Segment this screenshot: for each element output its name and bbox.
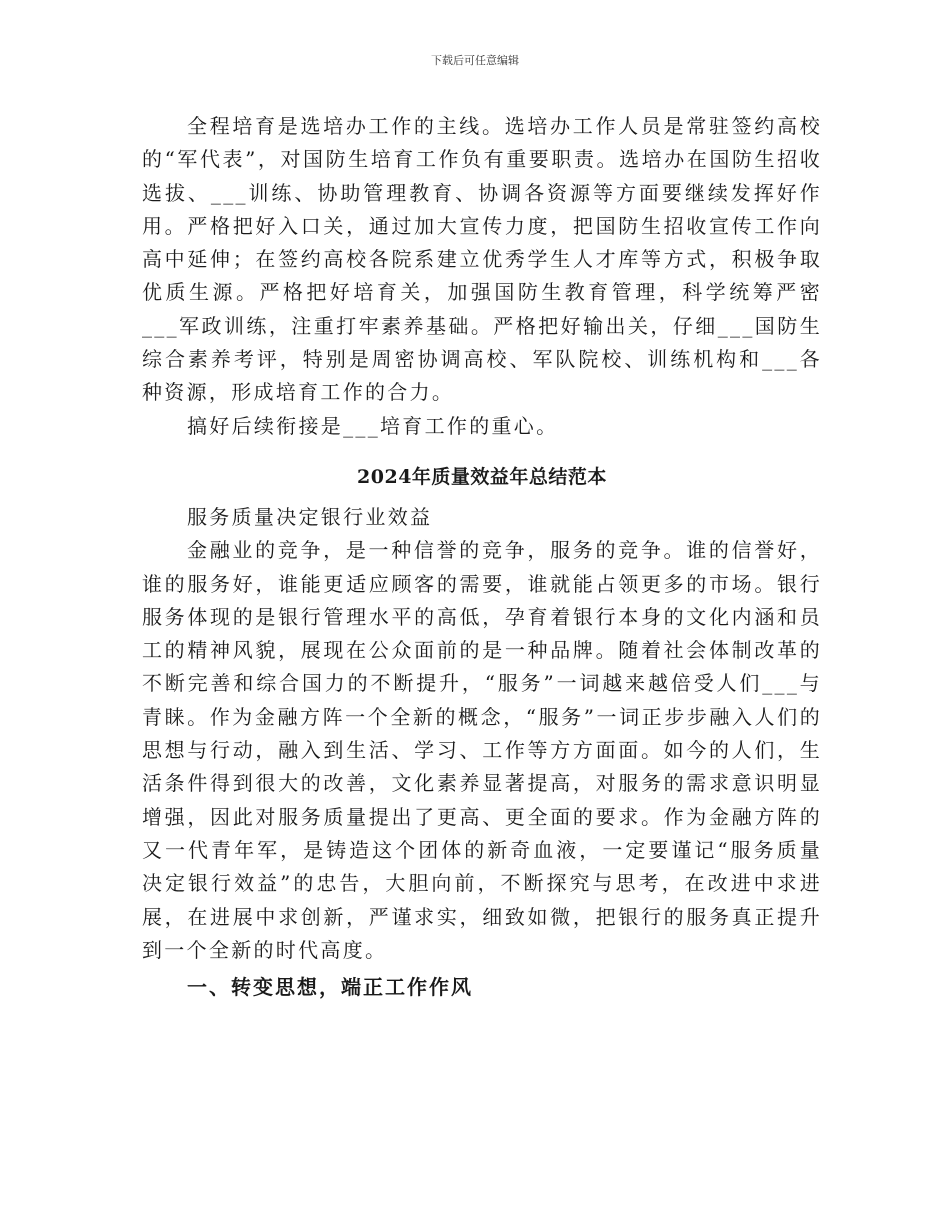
paragraph-follow-up: 搞好后续衔接是___培育工作的重心。 (187, 413, 559, 438)
paragraph-training: 全程培育是选培办工作的主线。选培办工作人员是常驻签约高校的“军代表”，对国防生培育工作负有重要职责。选培办在国防生招收选拔、___训练、协助管理教育、协调各资源等方面要继续发挥好作用。严格把好入口关，通过加大宣传力度，把国防生招收宣传工作向高中延伸；在签约高校各院系建立优秀学生人才库等方式，积极争取优质生源。严格把好培育关，加强国防生教育管理，科学统筹严密___军政训练，注重打牢素养基础。严格把好输出关，仔细___国防生综合素养考评，特别是周密协调高校、军队院校、训练机构和___各种资源，形成培育工作的合力。 (142, 114, 822, 405)
page-header: 下载后可任意编辑 (431, 54, 519, 67)
paragraph-service-quality: 金融业的竞争，是一种信誉的竞争，服务的竞争。谁的信誉好，谁的服务好，谁能更适应顾客的需要，谁就能占领更多的市场。银行服务体现的是银行管理水平的高低，孕育着银行本身的文化内涵和员工的精神风貌，展现在公众面前的是一种品牌。随着社会体制改革的不断完善和综合国力的不断提升，“服务”一词越来越倍受人们___与青睐。作为金融方阵一个全新的概念，“服务”一词正步步融入人们的思想与行动，融入到生活、学习、工作等方方面面。如今的人们，生活条件得到很大的改善，文化素养显著提高，对服务的需求意识明显增强，因此对服务质量提出了更高、更全面的要求。作为金融方阵的又一代青年军，是铸造这个团体的新奇血液，一定要谨记“服务质量决定银行效益”的忠告，大胆向前，不断探究与思考，在改进中求进展，在进展中求创新，严谨求实，细致如微，把银行的服务真正提升到一个全新的时代高度。 (142, 538, 822, 962)
document-title: 2024年质量效益年总结范本 (357, 465, 607, 488)
document-body (142, 110, 822, 1004)
document-subtitle: 服务质量决定银行业效益 (187, 504, 433, 529)
section-heading-1: 一、转变思想，端正工作作风 (187, 975, 473, 1000)
